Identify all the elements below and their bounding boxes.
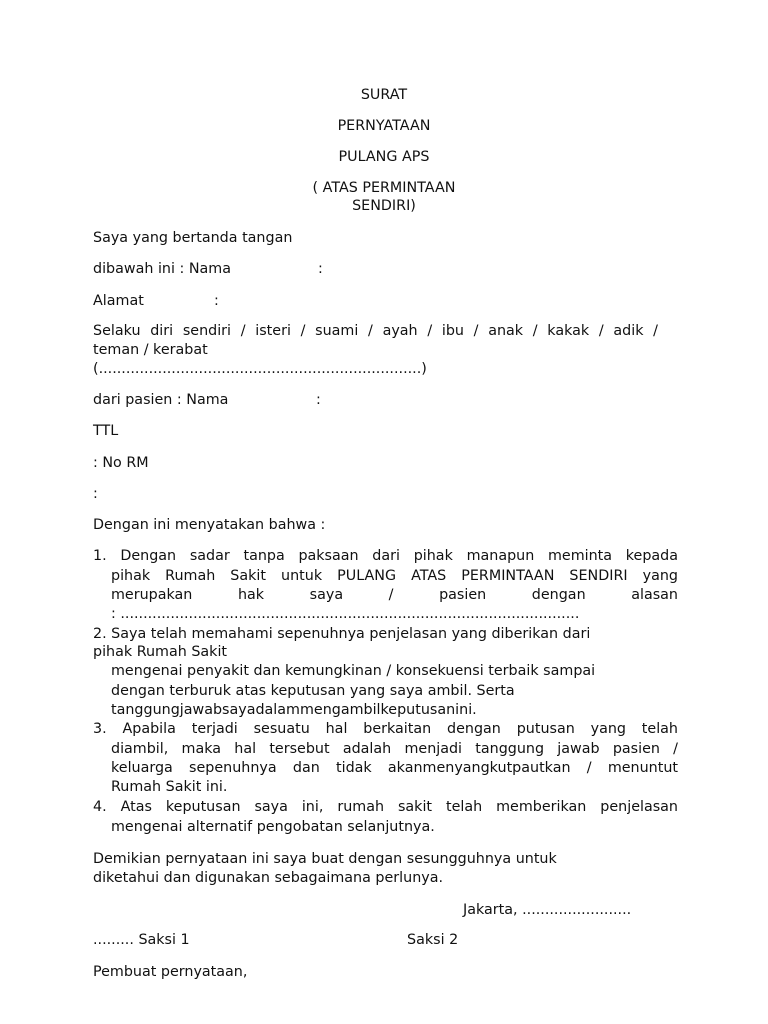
- item-2-line-2: pihak Rumah Sakit: [93, 644, 228, 660]
- title-line-sendiri: SENDIRI): [352, 198, 416, 214]
- field-alamat-label: Alamat: [93, 293, 144, 309]
- item-1-line-1: 1. Dengan sadar tanpa paksaan dari pihak manapun meminta kepada: [93, 548, 678, 564]
- item-4-line-1: 4. Atas keputusan saya ini, rumah sakit telah memberikan penjelasan: [93, 799, 678, 815]
- patient-nama-label: dari pasien : Nama: [93, 392, 229, 408]
- maker-label: Pembuat pernyataan,: [93, 964, 248, 980]
- item-1-line-4: : .....................................................................................................: [111, 606, 580, 622]
- relation-line-1: Selaku diri sendiri / isteri / suami / ayah / ibu / anak / kakak / adik /: [93, 323, 658, 339]
- item-3-line-1: 3. Apabila terjadi sesuatu hal berkaitan dengan putusan yang telah: [93, 721, 678, 737]
- item-4-line-2: mengenai alternatif pengobatan selanjutnya.: [111, 819, 435, 835]
- item-3-line-4: Rumah Sakit ini.: [111, 779, 228, 795]
- patient-nama-colon: :: [316, 392, 321, 408]
- place-date: Jakarta, ........................: [463, 902, 632, 918]
- item-3-line-2: diambil, maka hal tersebut adalah menjadi tanggung jawab pasien /: [111, 741, 678, 757]
- item-2-line-3: mengenai penyakit dan kemungkinan / konsekuensi terbaik sampai: [111, 663, 596, 679]
- statement-intro: Dengan ini menyatakan bahwa :: [93, 517, 326, 533]
- relation-line-2: teman / kerabat: [93, 342, 208, 358]
- title-line-surat: SURAT: [360, 87, 408, 103]
- title-line-pernyataan: PERNYATAAN: [337, 118, 431, 134]
- title-line-pulang-aps: PULANG APS: [338, 149, 430, 165]
- witness-1-label: ......... Saksi 1: [93, 932, 190, 948]
- item-1-line-3: merupakan hak saya / pasien dengan alasan: [111, 587, 678, 603]
- item-2-line-4: dengan terburuk atas keputusan yang saya ambil. Serta: [111, 683, 515, 699]
- field-alamat-colon: :: [214, 293, 219, 309]
- patient-no-rm-label: : No RM: [93, 455, 149, 471]
- item-2-line-1: 2. Saya telah memahami sepenuhnya penjelasan yang diberikan dari: [93, 626, 591, 642]
- field-nama-label: dibawah ini : Nama: [93, 261, 231, 277]
- closing-line-2: diketahui dan digunakan sebagaimana perlunya.: [93, 870, 444, 886]
- relation-line-3: (.......................................................................): [93, 361, 427, 377]
- closing-line-1: Demikian pernyataan ini saya buat dengan sesungguhnya untuk: [93, 851, 557, 867]
- patient-ttl-label: TTL: [93, 423, 119, 439]
- field-nama-colon: :: [318, 261, 323, 277]
- item-1-line-2: pihak Rumah Sakit untuk PULANG ATAS PERMINTAAN SENDIRI yang: [111, 568, 678, 584]
- item-2-line-5: tanggungjawabsayadalammengambilkeputusanini.: [111, 702, 477, 718]
- intro-text: Saya yang bertanda tangan: [93, 230, 293, 246]
- item-3-line-3: keluarga sepenuhnya dan tidak akanmenyangkutpautkan / menuntut: [111, 760, 678, 776]
- patient-extra-colon: :: [93, 486, 98, 502]
- witness-2-label: Saksi 2: [407, 932, 459, 948]
- title-line-atas-permintaan: ( ATAS PERMINTAAN: [312, 180, 456, 196]
